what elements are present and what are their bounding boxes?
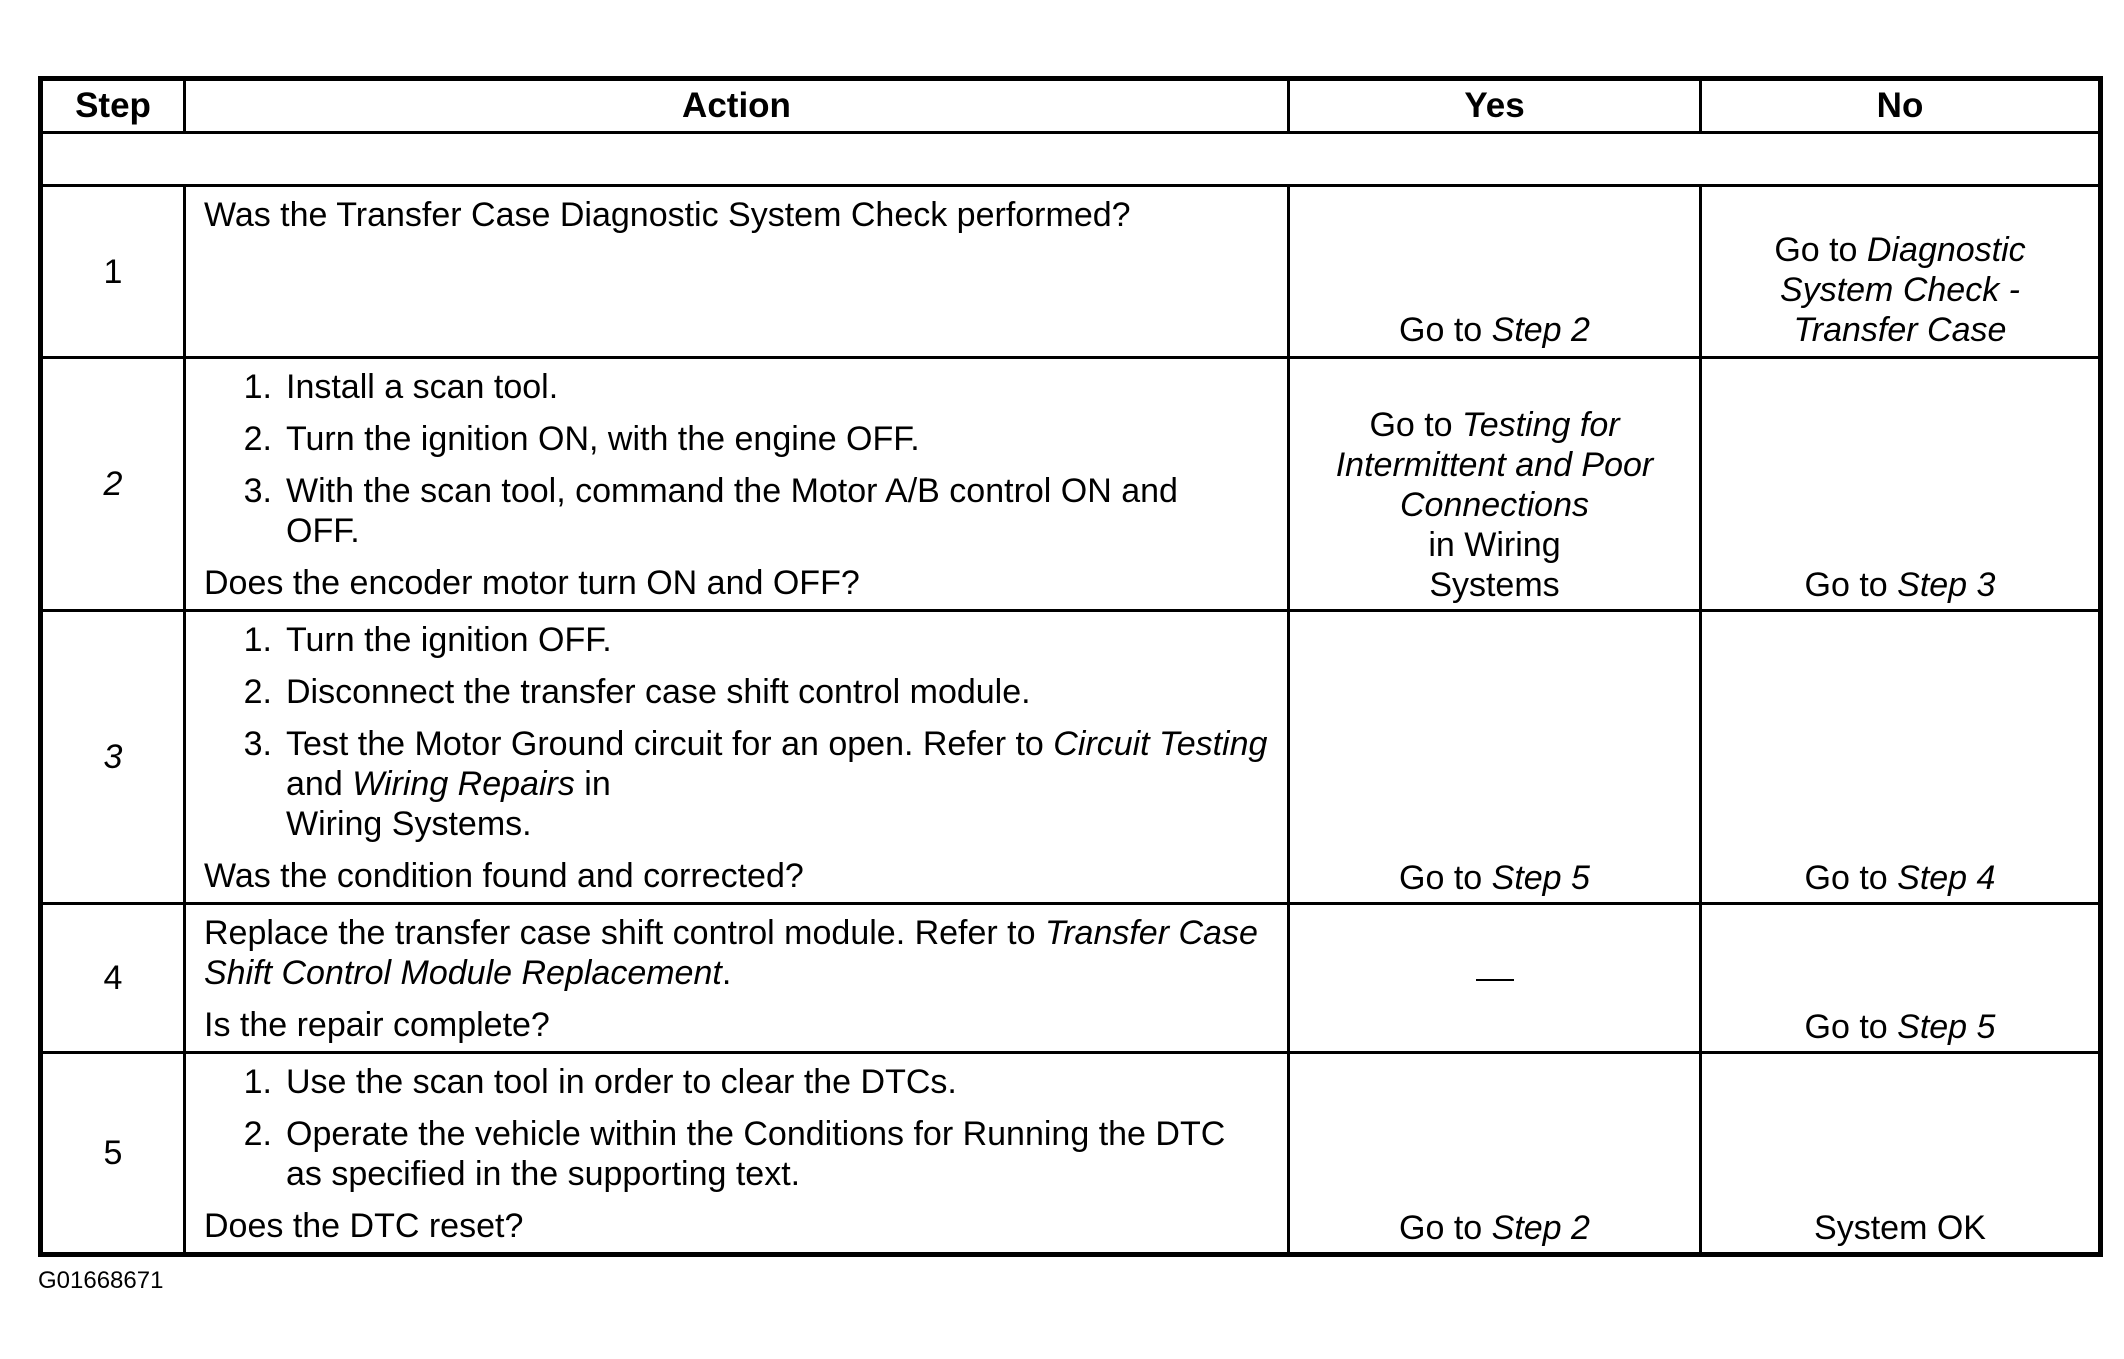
header-step: Step — [41, 79, 185, 133]
no-cell — [1701, 358, 2101, 611]
item-text: Install a scan tool. — [286, 368, 559, 406]
yes-link[interactable]: Step 2 — [1491, 311, 1590, 349]
no-cell — [1701, 186, 2101, 358]
action-question: Is the repair complete? — [204, 1006, 550, 1044]
item-number: 2. — [243, 1115, 272, 1153]
yes-link[interactable]: Step 2 — [1491, 1209, 1590, 1247]
wiring-repairs-link[interactable]: Wiring Repairs — [352, 765, 575, 803]
list-item — [204, 471, 1277, 551]
item-number: 3. — [243, 472, 272, 510]
list-item — [204, 672, 1277, 712]
item-text: With the scan tool, command the Motor A/B control ON and OFF. — [286, 472, 1178, 550]
action-list — [204, 620, 1277, 844]
no-text: Go to — [1804, 566, 1898, 604]
table-row — [41, 611, 2101, 904]
action-text: Was the Transfer Case Diagnostic System Check performed? — [204, 196, 1131, 234]
header-no: No — [1701, 79, 2101, 133]
yes-cell — [1289, 358, 1701, 611]
action-question: Does the DTC reset? — [204, 1207, 524, 1245]
no-link[interactable]: Step 3 — [1897, 566, 1996, 604]
action-question: Was the condition found and corrected? — [204, 857, 804, 895]
no-cell — [1701, 904, 2101, 1053]
item-text: Operate the vehicle within the Conditions for Running the DTC as specified in the supporting text. — [286, 1115, 1226, 1193]
action-cell — [185, 358, 1289, 611]
blank-row — [41, 133, 2101, 186]
table-row — [41, 904, 2101, 1053]
item-text: Test the Motor Ground circuit for an open. Refer to — [286, 725, 1054, 763]
item-text: Use the scan tool in order to clear the DTCs. — [286, 1063, 957, 1101]
no-text: Go to — [1804, 859, 1898, 897]
header-action: Action — [185, 79, 1289, 133]
blank-cell — [41, 133, 2101, 186]
step-number: 3 — [41, 611, 185, 904]
header-row — [41, 79, 2101, 133]
list-item — [204, 1114, 1277, 1194]
action-cell — [185, 611, 1289, 904]
yes-cell — [1289, 904, 1701, 1053]
list-item — [204, 1062, 1277, 1102]
list-item — [204, 419, 1277, 459]
list-item — [204, 620, 1277, 660]
replacement-link[interactable]: Transfer Case Shift Control Module Replacement — [204, 914, 1258, 992]
action-text — [204, 913, 1277, 993]
action-text-part: Replace the transfer case shift control module. Refer to — [204, 914, 1045, 952]
no-text: Go to — [1804, 1008, 1898, 1046]
step-number: 5 — [41, 1053, 185, 1255]
yes-text: Go to — [1399, 1209, 1492, 1247]
no-link[interactable]: Step 5 — [1897, 1008, 1996, 1046]
dash-mark — [1476, 979, 1514, 981]
no-text: System OK — [1814, 1209, 1986, 1247]
no-link[interactable]: Diagnostic System Check - Transfer Case — [1780, 231, 2026, 349]
yes-text: Go to — [1369, 406, 1463, 444]
table-row — [41, 358, 2101, 611]
item-text: Turn the ignition OFF. — [286, 621, 612, 659]
action-list — [204, 1062, 1277, 1194]
yes-text: Go to — [1399, 311, 1492, 349]
yes-cell — [1289, 611, 1701, 904]
action-text-end: . — [721, 954, 732, 992]
item-number: 2. — [243, 420, 272, 458]
circuit-testing-link[interactable]: Circuit Testing — [1053, 725, 1268, 763]
item-text: Wiring Systems. — [286, 805, 532, 843]
step-number: 1 — [41, 186, 185, 358]
action-cell — [185, 904, 1289, 1053]
item-number: 1. — [243, 368, 272, 406]
step-number: 4 — [41, 904, 185, 1053]
action-question: Does the encoder motor turn ON and OFF? — [204, 564, 860, 602]
item-number: 1. — [243, 1063, 272, 1101]
figure-id: G01668671 — [38, 1267, 164, 1294]
yes-suffix: in Wiring Systems — [1428, 526, 1561, 604]
item-number: 1. — [243, 621, 272, 659]
table-row — [41, 1053, 2101, 1255]
yes-text: Go to — [1399, 859, 1492, 897]
action-cell — [185, 186, 1289, 358]
item-text: Disconnect the transfer case shift control module. — [286, 673, 1031, 711]
table-row — [41, 186, 2101, 358]
item-text: in — [574, 765, 611, 803]
yes-link[interactable]: Step 5 — [1491, 859, 1590, 897]
yes-link[interactable]: Testing for Intermittent and Poor Connections — [1335, 406, 1654, 524]
step-number: 2 — [41, 358, 185, 611]
no-cell — [1701, 611, 2101, 904]
diagnostic-table — [38, 76, 2103, 1257]
no-text: Go to — [1774, 231, 1867, 269]
yes-cell — [1289, 1053, 1701, 1255]
no-cell — [1701, 1053, 2101, 1255]
action-cell — [185, 1053, 1289, 1255]
item-text: and — [286, 765, 353, 803]
item-number: 2. — [243, 673, 272, 711]
no-link[interactable]: Step 4 — [1897, 859, 1996, 897]
list-item — [204, 724, 1277, 844]
item-text: Turn the ignition ON, with the engine OFF. — [286, 420, 920, 458]
yes-cell — [1289, 186, 1701, 358]
action-list — [204, 367, 1277, 551]
header-yes: Yes — [1289, 79, 1701, 133]
list-item — [204, 367, 1277, 407]
item-number: 3. — [243, 725, 272, 763]
